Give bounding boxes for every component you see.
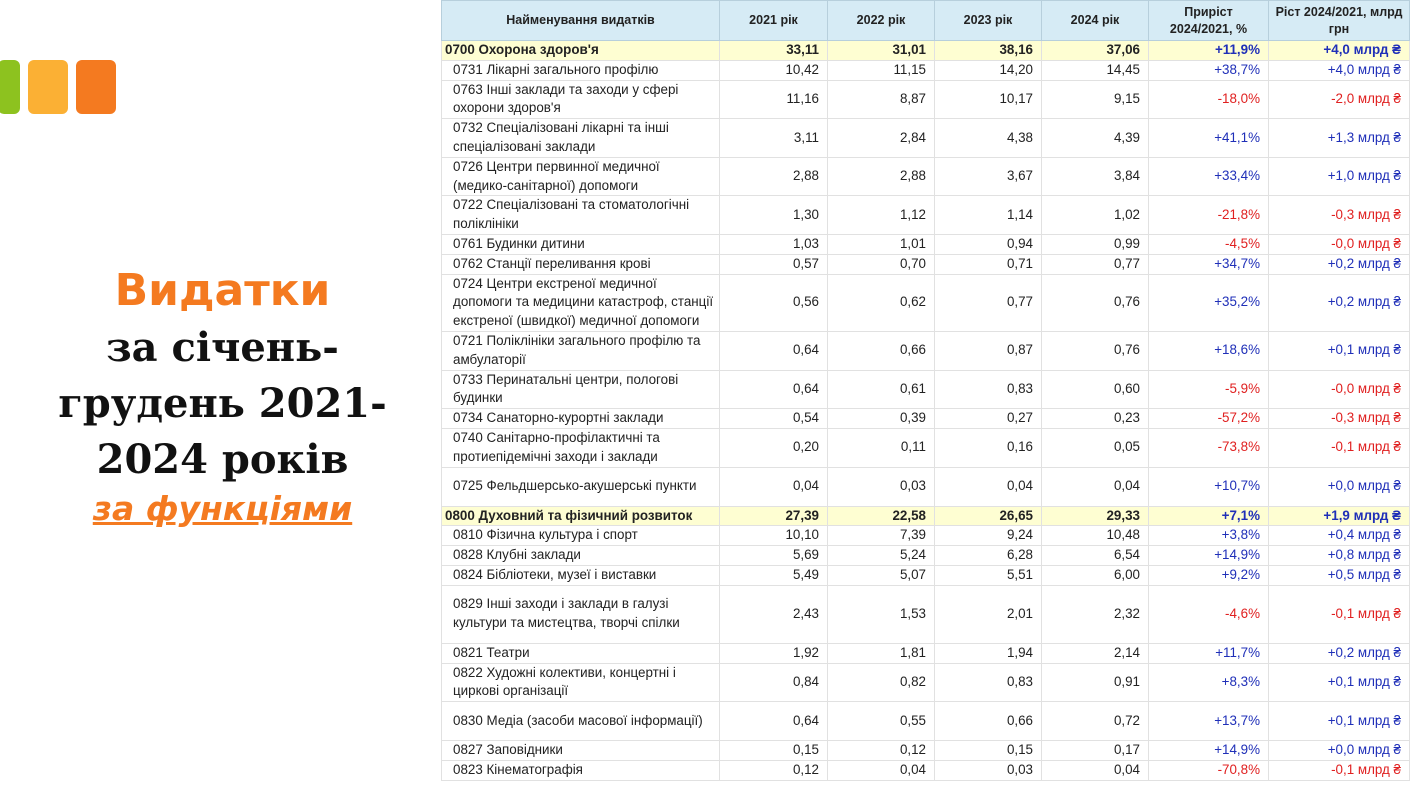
value-2022: 0,55 — [828, 702, 935, 741]
table-row — [442, 157, 1410, 196]
value-growth-abs: +4,0 млрд ₴ — [1269, 60, 1410, 80]
row-name: 0761 Будинки дитини — [442, 234, 720, 254]
value-growth-pct: -73,8% — [1149, 428, 1269, 467]
value-2021: 10,10 — [720, 526, 828, 546]
value-growth-pct: -57,2% — [1149, 409, 1269, 429]
value-2023: 0,77 — [935, 274, 1042, 331]
value-growth-pct: +14,9% — [1149, 546, 1269, 566]
value-2024: 0,04 — [1042, 467, 1149, 506]
value-2023: 6,28 — [935, 546, 1042, 566]
value-2024: 0,76 — [1042, 331, 1149, 370]
table-row — [442, 274, 1410, 331]
header-name: Найменування видатків — [442, 1, 720, 41]
value-growth-pct: +7,1% — [1149, 506, 1269, 526]
table-row — [442, 643, 1410, 663]
value-2023: 26,65 — [935, 506, 1042, 526]
value-2022: 1,12 — [828, 196, 935, 235]
value-2022: 1,53 — [828, 585, 935, 643]
value-2023: 2,01 — [935, 585, 1042, 643]
row-name: 0734 Санаторно-курортні заклади — [442, 409, 720, 429]
value-2024: 6,00 — [1042, 565, 1149, 585]
value-2021: 1,30 — [720, 196, 828, 235]
row-name: 0800 Духовний та фізичний розвиток — [442, 506, 720, 526]
row-name: 0821 Театри — [442, 643, 720, 663]
value-growth-abs: +1,3 млрд ₴ — [1269, 119, 1410, 158]
table-row — [442, 663, 1410, 702]
row-name: 0810 Фізична культура і спорт — [442, 526, 720, 546]
value-growth-abs: +0,2 млрд ₴ — [1269, 643, 1410, 663]
value-2022: 8,87 — [828, 80, 935, 119]
value-growth-abs: +1,0 млрд ₴ — [1269, 157, 1410, 196]
value-2022: 7,39 — [828, 526, 935, 546]
row-name: 0722 Спеціалізовані та стоматологічні поліклініки — [442, 196, 720, 235]
value-growth-pct: +18,6% — [1149, 331, 1269, 370]
value-growth-abs: -2,0 млрд ₴ — [1269, 80, 1410, 119]
value-2021: 5,69 — [720, 546, 828, 566]
table-row — [442, 80, 1410, 119]
slide-title — [40, 262, 405, 530]
value-growth-pct: +8,3% — [1149, 663, 1269, 702]
value-2021: 0,12 — [720, 760, 828, 780]
value-growth-abs: +0,1 млрд ₴ — [1269, 702, 1410, 741]
table-row — [442, 702, 1410, 741]
value-growth-pct: +10,7% — [1149, 467, 1269, 506]
value-2021: 2,43 — [720, 585, 828, 643]
value-growth-pct: +11,7% — [1149, 643, 1269, 663]
value-2022: 31,01 — [828, 41, 935, 61]
value-2021: 1,92 — [720, 643, 828, 663]
table-row — [442, 741, 1410, 761]
value-2021: 0,56 — [720, 274, 828, 331]
value-2021: 0,04 — [720, 467, 828, 506]
value-2021: 0,54 — [720, 409, 828, 429]
table-row — [442, 409, 1410, 429]
value-2024: 0,60 — [1042, 370, 1149, 409]
value-2024: 10,48 — [1042, 526, 1149, 546]
value-2024: 29,33 — [1042, 506, 1149, 526]
value-2024: 0,91 — [1042, 663, 1149, 702]
value-2024: 2,32 — [1042, 585, 1149, 643]
value-2023: 0,16 — [935, 428, 1042, 467]
row-name: 0725 Фельдшерсько-акушерські пункти — [442, 467, 720, 506]
value-growth-pct: +3,8% — [1149, 526, 1269, 546]
value-2024: 3,84 — [1042, 157, 1149, 196]
value-growth-abs: -0,1 млрд ₴ — [1269, 760, 1410, 780]
logo — [0, 60, 116, 114]
value-2024: 37,06 — [1042, 41, 1149, 61]
value-growth-pct: +9,2% — [1149, 565, 1269, 585]
value-2023: 14,20 — [935, 60, 1042, 80]
value-2022: 0,03 — [828, 467, 935, 506]
logo-square-green — [0, 60, 20, 114]
title-line-3: за функціями — [92, 489, 353, 528]
value-2022: 11,15 — [828, 60, 935, 80]
value-2024: 6,54 — [1042, 546, 1149, 566]
value-2021: 5,49 — [720, 565, 828, 585]
value-2022: 1,01 — [828, 234, 935, 254]
row-name: 0733 Перинатальні центри, пологові будинки — [442, 370, 720, 409]
value-growth-pct: +33,4% — [1149, 157, 1269, 196]
value-2023: 1,14 — [935, 196, 1042, 235]
row-name: 0731 Лікарні загального профілю — [442, 60, 720, 80]
value-2023: 0,03 — [935, 760, 1042, 780]
value-2021: 11,16 — [720, 80, 828, 119]
value-2022: 0,12 — [828, 741, 935, 761]
table-row — [442, 119, 1410, 158]
table-row — [442, 60, 1410, 80]
table-row — [442, 565, 1410, 585]
value-growth-abs: -0,0 млрд ₴ — [1269, 370, 1410, 409]
value-growth-pct: -18,0% — [1149, 80, 1269, 119]
table-row — [442, 585, 1410, 643]
value-2023: 0,94 — [935, 234, 1042, 254]
value-2023: 1,94 — [935, 643, 1042, 663]
value-growth-abs: +1,9 млрд ₴ — [1269, 506, 1410, 526]
value-growth-abs: +0,1 млрд ₴ — [1269, 331, 1410, 370]
value-2024: 4,39 — [1042, 119, 1149, 158]
value-2022: 0,62 — [828, 274, 935, 331]
value-2023: 3,67 — [935, 157, 1042, 196]
header-2022: 2022 рік — [828, 1, 935, 41]
value-2024: 14,45 — [1042, 60, 1149, 80]
value-2022: 0,70 — [828, 254, 935, 274]
row-name: 0721 Поліклініки загального профілю та амбулаторії — [442, 331, 720, 370]
table-group-row — [442, 506, 1410, 526]
value-growth-abs: +0,8 млрд ₴ — [1269, 546, 1410, 566]
table-row — [442, 370, 1410, 409]
value-2023: 4,38 — [935, 119, 1042, 158]
value-growth-abs: +0,5 млрд ₴ — [1269, 565, 1410, 585]
value-2024: 2,14 — [1042, 643, 1149, 663]
value-2024: 0,04 — [1042, 760, 1149, 780]
value-growth-abs: +0,2 млрд ₴ — [1269, 254, 1410, 274]
value-2023: 0,04 — [935, 467, 1042, 506]
row-name: 0700 Охорона здоров'я — [442, 41, 720, 61]
value-2022: 0,04 — [828, 760, 935, 780]
value-2022: 5,24 — [828, 546, 935, 566]
header-2023: 2023 рік — [935, 1, 1042, 41]
table-row — [442, 331, 1410, 370]
logo-square-orange — [76, 60, 116, 114]
title-line-1: Видатки — [114, 265, 331, 316]
value-2021: 0,64 — [720, 702, 828, 741]
value-2022: 5,07 — [828, 565, 935, 585]
row-name: 0828 Клубні заклади — [442, 546, 720, 566]
value-2022: 2,88 — [828, 157, 935, 196]
table-row — [442, 234, 1410, 254]
value-2021: 3,11 — [720, 119, 828, 158]
value-2021: 0,20 — [720, 428, 828, 467]
value-2023: 0,66 — [935, 702, 1042, 741]
row-name: 0762 Станції переливання крові — [442, 254, 720, 274]
value-growth-abs: -0,1 млрд ₴ — [1269, 428, 1410, 467]
value-growth-abs: +4,0 млрд ₴ — [1269, 41, 1410, 61]
title-line-2: за січень-грудень 2021-2024 років — [58, 324, 387, 483]
row-name: 0726 Центри первинної медичної (медико-санітарної) допомоги — [442, 157, 720, 196]
value-2024: 0,23 — [1042, 409, 1149, 429]
value-growth-pct: +13,7% — [1149, 702, 1269, 741]
row-name: 0724 Центри екстреної медичної допомоги та медицини катастроф, станції екстреної (швидкої) медичної допомоги — [442, 274, 720, 331]
table-row — [442, 526, 1410, 546]
table-row — [442, 467, 1410, 506]
value-2023: 0,15 — [935, 741, 1042, 761]
value-2024: 1,02 — [1042, 196, 1149, 235]
value-2024: 0,05 — [1042, 428, 1149, 467]
value-growth-pct: -70,8% — [1149, 760, 1269, 780]
value-2022: 0,82 — [828, 663, 935, 702]
value-growth-abs: +0,4 млрд ₴ — [1269, 526, 1410, 546]
row-name: 0830 Медіа (засоби масової інформації) — [442, 702, 720, 741]
value-growth-pct: -5,9% — [1149, 370, 1269, 409]
value-2022: 0,39 — [828, 409, 935, 429]
row-name: 0827 Заповідники — [442, 741, 720, 761]
value-2023: 0,27 — [935, 409, 1042, 429]
table-row — [442, 428, 1410, 467]
value-2022: 2,84 — [828, 119, 935, 158]
value-2022: 22,58 — [828, 506, 935, 526]
value-growth-pct: +41,1% — [1149, 119, 1269, 158]
value-growth-abs: +0,0 млрд ₴ — [1269, 467, 1410, 506]
value-2023: 38,16 — [935, 41, 1042, 61]
value-2021: 10,42 — [720, 60, 828, 80]
value-2023: 0,71 — [935, 254, 1042, 274]
table-group-row — [442, 41, 1410, 61]
value-2023: 0,83 — [935, 370, 1042, 409]
value-growth-pct: +38,7% — [1149, 60, 1269, 80]
value-2021: 0,64 — [720, 370, 828, 409]
row-name: 0823 Кінематографія — [442, 760, 720, 780]
value-2021: 0,64 — [720, 331, 828, 370]
value-2023: 5,51 — [935, 565, 1042, 585]
value-2024: 0,76 — [1042, 274, 1149, 331]
value-2023: 0,83 — [935, 663, 1042, 702]
value-growth-pct: +34,7% — [1149, 254, 1269, 274]
table-header-row — [442, 1, 1410, 41]
header-2021: 2021 рік — [720, 1, 828, 41]
value-2024: 0,77 — [1042, 254, 1149, 274]
value-2021: 27,39 — [720, 506, 828, 526]
table-row — [442, 196, 1410, 235]
value-2023: 0,87 — [935, 331, 1042, 370]
value-2021: 2,88 — [720, 157, 828, 196]
header-growth-pct: Приріст 2024/2021, % — [1149, 1, 1269, 41]
header-2024: 2024 рік — [1042, 1, 1149, 41]
value-growth-pct: -4,6% — [1149, 585, 1269, 643]
value-growth-pct: -21,8% — [1149, 196, 1269, 235]
value-growth-abs: +0,2 млрд ₴ — [1269, 274, 1410, 331]
value-2024: 0,17 — [1042, 741, 1149, 761]
value-growth-pct: +35,2% — [1149, 274, 1269, 331]
value-growth-abs: -0,0 млрд ₴ — [1269, 234, 1410, 254]
value-growth-abs: +0,1 млрд ₴ — [1269, 663, 1410, 702]
value-2021: 0,57 — [720, 254, 828, 274]
row-name: 0740 Санітарно-профілактичні та протиепідемічні заходи і заклади — [442, 428, 720, 467]
row-name: 0829 Інші заходи і заклади в галузі культури та мистецтва, творчі спілки — [442, 585, 720, 643]
row-name: 0822 Художні колективи, концертні і циркові організації — [442, 663, 720, 702]
logo-square-yellow — [28, 60, 68, 114]
value-2024: 0,72 — [1042, 702, 1149, 741]
value-2023: 9,24 — [935, 526, 1042, 546]
value-growth-pct: +14,9% — [1149, 741, 1269, 761]
row-name: 0824 Бібліотеки, музеї і виставки — [442, 565, 720, 585]
value-growth-pct: +11,9% — [1149, 41, 1269, 61]
value-2024: 0,99 — [1042, 234, 1149, 254]
value-2021: 0,84 — [720, 663, 828, 702]
value-2022: 0,61 — [828, 370, 935, 409]
value-growth-abs: -0,3 млрд ₴ — [1269, 196, 1410, 235]
row-name: 0763 Інші заклади та заходи у сфері охорони здоров'я — [442, 80, 720, 119]
value-growth-abs: -0,1 млрд ₴ — [1269, 585, 1410, 643]
table-row — [442, 760, 1410, 780]
row-name: 0732 Спеціалізовані лікарні та інші спеціалізовані заклади — [442, 119, 720, 158]
value-2022: 1,81 — [828, 643, 935, 663]
value-growth-pct: -4,5% — [1149, 234, 1269, 254]
value-2022: 0,11 — [828, 428, 935, 467]
table-row — [442, 546, 1410, 566]
value-growth-abs: -0,3 млрд ₴ — [1269, 409, 1410, 429]
value-2021: 0,15 — [720, 741, 828, 761]
value-growth-abs: +0,0 млрд ₴ — [1269, 741, 1410, 761]
value-2024: 9,15 — [1042, 80, 1149, 119]
header-growth-abs: Ріст 2024/2021, млрд грн — [1269, 1, 1410, 41]
value-2022: 0,66 — [828, 331, 935, 370]
value-2023: 10,17 — [935, 80, 1042, 119]
value-2021: 1,03 — [720, 234, 828, 254]
table-row — [442, 254, 1410, 274]
expenses-table — [441, 0, 1410, 781]
value-2021: 33,11 — [720, 41, 828, 61]
